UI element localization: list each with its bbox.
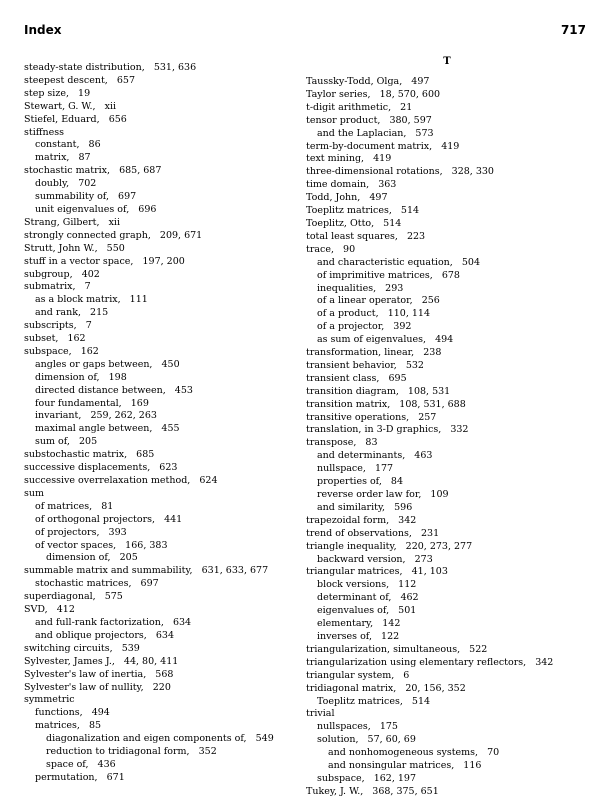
index-subentry: summability of, 697 — [35, 191, 137, 203]
index-entry: switching circuits, 539 — [24, 642, 140, 654]
index-entry: total least squares, 223 — [306, 230, 426, 242]
index-entry: transition matrix, 108, 531, 688 — [306, 398, 466, 410]
index-entry: symmetric — [24, 694, 75, 706]
index-subentry: diagonalization and eigen components of, 549 — [46, 733, 274, 745]
index-subentry: reverse order law for, 109 — [317, 489, 449, 500]
page-title: Index — [24, 23, 62, 37]
page-number: 717 — [560, 23, 586, 37]
index-subentry: maximal angle between, 455 — [35, 423, 180, 435]
index-entry: stiffness — [24, 126, 64, 138]
index-subentry: sum of, 205 — [35, 436, 98, 448]
index-subentry: of imprimitive matrices, 678 — [317, 269, 460, 281]
index-entry: transient class, 695 — [306, 372, 407, 384]
index-entry: trace, 90 — [306, 243, 356, 255]
index-subentry: as a block matrix, 111 — [35, 294, 148, 306]
index-subentry: nullspace, 177 — [317, 463, 394, 475]
index-entry: steady-state distribution, 531, 636 — [24, 62, 197, 73]
index-entry: step size, 19 — [24, 87, 91, 99]
index-entry: stochastic matrix, 685, 687 — [24, 165, 162, 177]
index-entry: Taylor series, 18, 570, 600 — [306, 88, 441, 100]
index-entry: steepest descent, 657 — [24, 74, 136, 86]
index-subentry: invariant, 259, 262, 263 — [35, 410, 157, 422]
index-entry: Strutt, John W., 550 — [24, 242, 125, 254]
index-subentry: and determinants, 463 — [317, 450, 433, 462]
index-subentry: space of, 436 — [46, 758, 116, 770]
index-entry: subgroup, 402 — [24, 268, 100, 280]
index-column-left — [24, 62, 294, 785]
index-subentry: backward version, 273 — [317, 553, 433, 565]
index-entries-right — [306, 76, 588, 799]
index-entry: term-by-document matrix, 419 — [306, 140, 460, 152]
index-subentry: inequalities, 293 — [317, 282, 404, 294]
index-subentry: four fundamental, 169 — [35, 397, 149, 409]
index-subentry: and characteristic equation, 504 — [317, 256, 480, 268]
index-entry: Stiefel, Eduard, 656 — [24, 113, 127, 125]
index-subentry: subspace, 162, 197 — [317, 772, 417, 784]
index-subentry: dimension of, 198 — [35, 371, 127, 383]
index-subentry: of a projector, 392 — [317, 321, 412, 333]
index-subentry: Toeplitz matrices, 514 — [317, 695, 431, 707]
index-entry: text mining, 419 — [306, 153, 392, 165]
index-entry: strongly connected graph, 209, 671 — [24, 229, 203, 241]
index-subentry: eigenvalues of, 501 — [317, 605, 417, 617]
index-subentry: of matrices, 81 — [35, 500, 114, 512]
index-entry: triangular matrices, 41, 103 — [306, 566, 448, 578]
index-entry: Sylvester, James J., 44, 80, 411 — [24, 655, 179, 667]
index-subentry: properties of, 84 — [317, 476, 404, 488]
index-subentry: constant, 86 — [35, 139, 101, 151]
index-entry: t-digit arithmetic, 21 — [306, 101, 413, 113]
index-entry: subset, 162 — [24, 333, 86, 345]
index-entry: Strang, Gilbert, xii — [24, 216, 121, 228]
index-subentry: and similarity, 596 — [317, 501, 413, 513]
index-entry: triangularization using elementary reflectors, 342 — [306, 656, 554, 668]
index-subentry: elementary, 142 — [317, 618, 401, 630]
index-subentry: block versions, 112 — [317, 579, 417, 591]
page-header — [24, 23, 586, 39]
index-subentry: nullspaces, 175 — [317, 721, 398, 733]
index-entry: tridiagonal matrix, 20, 156, 352 — [306, 682, 466, 694]
index-subentry: of projectors, 393 — [35, 526, 127, 538]
index-entry: triangle inequality, 220, 273, 277 — [306, 540, 473, 552]
index-entry: transpose, 83 — [306, 437, 378, 449]
index-entry: trivial — [306, 708, 335, 720]
index-subentry: and nonsingular matrices, 116 — [328, 760, 482, 772]
index-entry: stuff in a vector space, 197, 200 — [24, 255, 185, 267]
index-subentry: of vector spaces, 166, 383 — [35, 539, 168, 551]
index-entry: Toeplitz matrices, 514 — [306, 205, 420, 217]
index-entry: summable matrix and summability, 631, 633, 677 — [24, 565, 269, 577]
index-entry: Taussky-Todd, Olga, 497 — [306, 76, 430, 87]
index-subentry: functions, 494 — [35, 707, 110, 719]
index-entry: trapezoidal form, 342 — [306, 514, 417, 526]
index-entry: triangularization, simultaneous, 522 — [306, 643, 488, 655]
index-entry: substochastic matrix, 685 — [24, 449, 155, 461]
index-entry: SVD, 412 — [24, 604, 75, 616]
index-subentry: as sum of eigenvalues, 494 — [317, 334, 454, 346]
index-subentry: of a linear operator, 256 — [317, 295, 440, 307]
index-entry: successive displacements, 623 — [24, 462, 178, 474]
index-entry: tensor product, 380, 597 — [306, 114, 432, 126]
index-entry: transition diagram, 108, 531 — [306, 385, 451, 397]
index-entry: Todd, John, 497 — [306, 192, 388, 204]
index-entry: Toeplitz, Otto, 514 — [306, 217, 402, 229]
index-entry: time domain, 363 — [306, 179, 397, 191]
index-subentry: matrices, 85 — [35, 720, 102, 732]
index-entry: transitive operations, 257 — [306, 411, 437, 423]
index-entry: subscripts, 7 — [24, 320, 92, 332]
index-entry: sum — [24, 487, 45, 499]
index-entry: successive overrelaxation method, 624 — [24, 475, 218, 486]
index-entry: transient behavior, 532 — [306, 359, 424, 371]
index-subentry: of orthogonal projectors, 441 — [35, 513, 183, 525]
index-entry: transformation, linear, 238 — [306, 347, 442, 359]
index-entry: Sylvester's law of nullity, 220 — [24, 681, 171, 693]
index-subentry: unit eigenvalues of, 696 — [35, 203, 157, 215]
index-entry: Stewart, G. W., xii — [24, 100, 117, 112]
index-subentry: directed distance between, 453 — [35, 384, 193, 396]
index-entry: Sylvester's law of inertia, 568 — [24, 668, 174, 680]
index-subentry: and the Laplacian, 573 — [317, 127, 434, 139]
index-subentry: angles or gaps between, 450 — [35, 358, 180, 370]
index-subentry: dimension of, 205 — [46, 552, 138, 564]
index-subentry: and rank, 215 — [35, 307, 109, 319]
index-subentry: matrix, 87 — [35, 152, 91, 164]
index-column-right — [306, 55, 588, 799]
index-entry: trend of observations, 231 — [306, 527, 440, 539]
index-subentry: permutation, 671 — [35, 771, 125, 783]
index-entry: submatrix, 7 — [24, 281, 91, 293]
index-subentry: and oblique projectors, 634 — [35, 629, 174, 641]
index-entry: triangular system, 6 — [306, 669, 410, 681]
section-letter: T — [443, 56, 451, 67]
index-entry: subspace, 162 — [24, 345, 99, 357]
index-subentry: and full-rank factorization, 634 — [35, 616, 192, 628]
index-subentry: inverses of, 122 — [317, 630, 400, 642]
index-subentry: doubly, 702 — [35, 178, 97, 190]
index-entry: translation, in 3-D graphics, 332 — [306, 424, 469, 436]
index-subentry: determinant of, 462 — [317, 592, 419, 604]
index-subentry: solution, 57, 60, 69 — [317, 734, 416, 746]
index-entry: superdiagonal, 575 — [24, 591, 123, 603]
index-subentry: stochastic matrices, 697 — [35, 578, 159, 590]
index-entry: three-dimensional rotations, 328, 330 — [306, 166, 494, 178]
index-subentry: of a product, 110, 114 — [317, 308, 431, 320]
index-subentry: and nonhomogeneous systems, 70 — [328, 747, 500, 759]
index-entry: Tukey, J. W., 368, 375, 651 — [306, 785, 439, 797]
index-subentry: reduction to tridiagonal form, 352 — [46, 746, 217, 758]
